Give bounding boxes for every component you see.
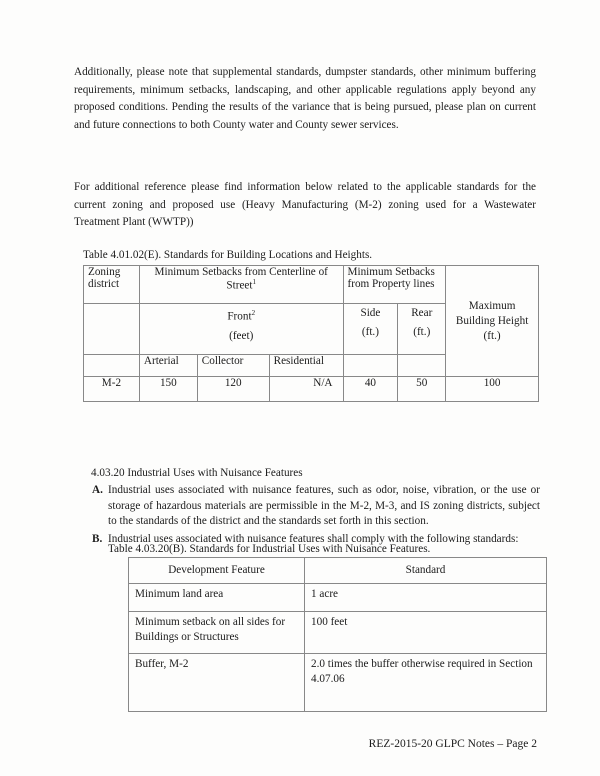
min-setbacks-centerline-text: Minimum Setbacks from Centerline of Street: [154, 266, 328, 292]
header-development-feature: Development Feature: [129, 558, 305, 584]
section-title: 4.03.20 Industrial Uses with Nuisance Features: [91, 467, 303, 479]
empty-cell: [398, 355, 446, 377]
residential-header: Residential: [269, 355, 343, 377]
row-collector: 120: [197, 377, 269, 402]
row-rear: 50: [398, 377, 446, 402]
header-standard: Standard: [305, 558, 547, 584]
empty-cell: [84, 304, 140, 355]
list-item-a: [92, 483, 540, 530]
table-cell: 2.0 times the buffer otherwise required in Section 4.07.06: [305, 654, 547, 712]
feet-label: (feet): [229, 329, 254, 342]
table-cell: 1 acre: [305, 584, 547, 612]
list-marker-b: B.: [92, 533, 103, 545]
rear-header: [398, 304, 446, 355]
collector-header: Collector: [197, 355, 269, 377]
table-nuisance-standards: [128, 557, 547, 712]
table-cell: 100 feet: [305, 612, 547, 654]
row-residential: N/A: [269, 377, 343, 402]
empty-cell: [84, 355, 140, 377]
footnote-1: 1: [252, 278, 256, 286]
list-marker-a: A.: [92, 484, 103, 496]
arterial-header: Arterial: [139, 355, 197, 377]
list-text-b: Industrial uses associated with nuisance features shall comply with the following standards:: [108, 533, 519, 545]
row-arterial: 150: [139, 377, 197, 402]
rear-label: Rear: [411, 307, 433, 319]
empty-cell: [343, 355, 398, 377]
zoning-district-header: Zoning district: [84, 266, 140, 304]
row-district: M-2: [84, 377, 140, 402]
table-cell: Buffer, M-2: [129, 654, 305, 712]
max-height-header: Maximum Building Height (ft.): [446, 266, 539, 377]
side-unit: (ft.): [361, 326, 379, 338]
table-cell: Minimum setback on all sides for Buildings or Structures: [129, 612, 305, 654]
table1-caption: Table 4.01.02(E). Standards for Building Locations and Heights.: [83, 249, 373, 261]
min-setbacks-centerline-header: [139, 266, 343, 304]
front-text: Front: [227, 310, 252, 323]
table2-caption: Table 4.03.20(B). Standards for Industrial Uses with Nuisance Features.: [108, 543, 431, 555]
row-side: 40: [343, 377, 398, 402]
list-text-a: Industrial uses associated with nuisance features, such as odor, noise, vibration, or the use or storage of hazardous materials are permissible in the M-2, M-3, and IS zoning districts, subject to the standards of the district and the standards set forth in this section.: [108, 484, 540, 527]
page-footer: REZ-2015-20 GLPC Notes – Page 2: [368, 738, 537, 750]
rear-unit: (ft.): [413, 326, 431, 338]
paragraph-supplemental-standards: Additionally, please note that supplemental standards, dumpster standards, other minimum buffering requirements, minimum setbacks, landscaping, and other applicable regulations apply beyond any proposed conditions. Pending the results of the variance that is being pursued, please plan on current and future connections to both County water and County sewer services.: [74, 66, 536, 131]
side-label: Side: [360, 307, 381, 319]
front-label: [144, 304, 339, 327]
table-building-standards: [83, 265, 539, 402]
side-header: [343, 304, 398, 355]
row-height: 100: [446, 377, 539, 402]
min-setbacks-property-header: Minimum Setbacks from Property lines: [343, 266, 446, 304]
table-cell: Minimum land area: [129, 584, 305, 612]
footnote-2: 2: [251, 309, 256, 317]
paragraph-additional-reference: For additional reference please find information below related to the applicable standards for the current zoning and proposed use (Heavy Manufacturing (M-2) zoning used for a Wastewater Treatment Plant (WWTP)): [74, 181, 536, 229]
front-feet-header: [139, 304, 343, 355]
